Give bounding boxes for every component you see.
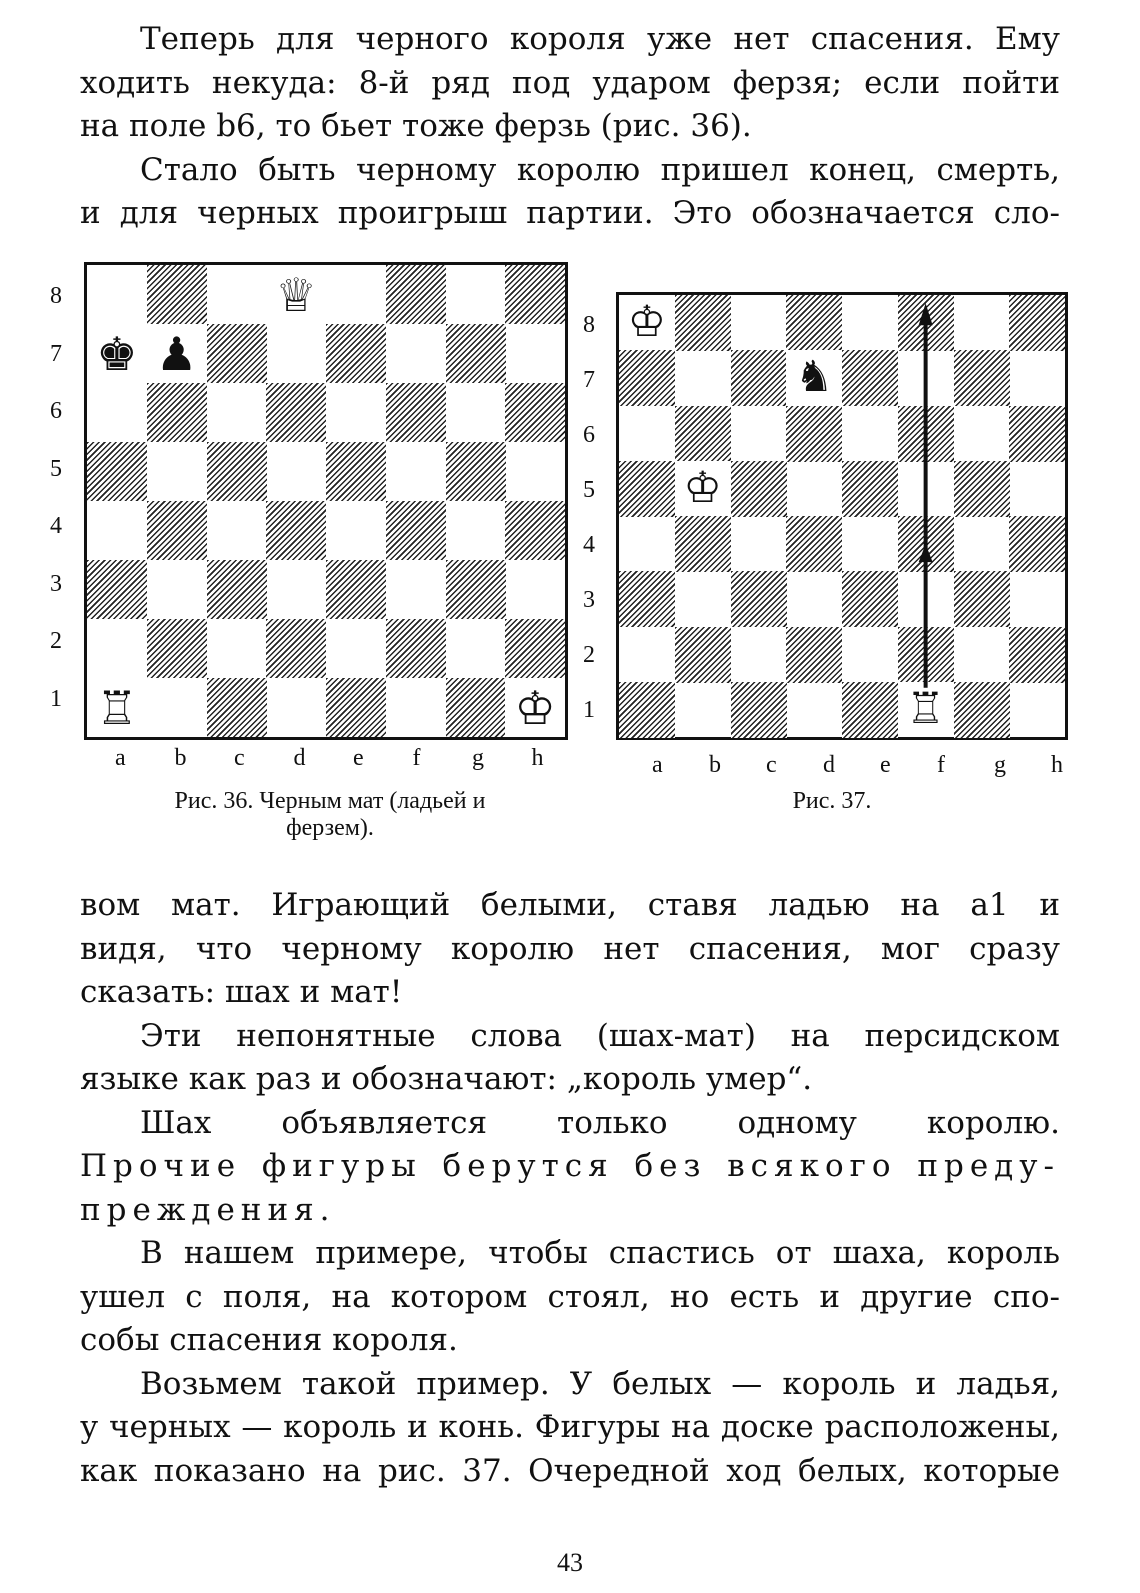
file-label: g — [472, 745, 484, 771]
file-label: h — [531, 745, 544, 771]
board-square — [326, 560, 386, 619]
board-square — [505, 442, 565, 501]
board-square — [505, 501, 565, 560]
board-square — [386, 324, 446, 383]
board-square — [207, 383, 267, 442]
board-square — [446, 442, 506, 501]
board-square — [207, 265, 267, 324]
file-label: g — [994, 752, 1006, 778]
top-paragraph — [80, 18, 1060, 236]
board-square — [326, 501, 386, 560]
text-line: и для черных проигрыш партии. Это обозначается сло- — [80, 195, 1060, 231]
text-line: сказать: шах и мат! — [80, 974, 403, 1010]
board-square — [87, 442, 147, 501]
board-square — [326, 619, 386, 678]
rank-label: 1 — [50, 685, 62, 712]
black-knight-piece: ♞ — [786, 350, 842, 405]
board-square — [446, 619, 506, 678]
board-square — [266, 501, 326, 560]
board-square — [386, 501, 446, 560]
file-label: f — [412, 745, 421, 771]
text-line: видя, что черному королю нет спасения, мог сразу — [80, 930, 1060, 967]
figure-37-caption: Рис. 37. — [792, 788, 872, 814]
file-label: e — [880, 752, 891, 778]
board-square — [446, 560, 506, 619]
arrow-midhead — [919, 544, 933, 562]
board-square — [326, 678, 386, 737]
text-line: Возьмем такой пример. У белых — король и ладья, — [140, 1365, 1060, 1402]
text-line: вом мат. Играющий белыми, ставя ладью на a1 и — [80, 887, 1060, 923]
file-label: c — [766, 752, 777, 778]
board-square — [505, 383, 565, 442]
file-label: h — [1051, 752, 1063, 778]
board-square — [87, 619, 147, 678]
rank-label: 3 — [583, 587, 595, 613]
board-square — [207, 324, 267, 383]
arrow-head — [919, 303, 933, 325]
board-square — [147, 265, 207, 324]
text-line: Теперь для черного короля уже нет спасения. Ему — [140, 21, 1060, 57]
board-square — [207, 560, 267, 619]
board-square — [266, 560, 326, 619]
board-square — [266, 383, 326, 442]
board-square — [505, 560, 565, 619]
move-arrow — [619, 295, 1065, 737]
rank-label: 2 — [50, 628, 62, 654]
board-square — [87, 383, 147, 442]
rank-label: 6 — [583, 422, 595, 448]
board-square — [446, 383, 506, 442]
board-square — [446, 324, 506, 383]
file-label: a — [115, 745, 126, 771]
rank-label: 2 — [583, 642, 595, 668]
text-line: ходить некуда: 8-й ряд под ударом ферзя; если пойти — [80, 64, 1060, 101]
text-line: Стало быть черному королю пришел конец, смерть, — [140, 151, 1060, 188]
white-queen-piece: ♕ — [266, 265, 326, 324]
white-king-piece: ♔ — [505, 678, 565, 737]
board-square — [266, 442, 326, 501]
board-square — [386, 678, 446, 737]
text-line: языке как раз и обозначают: „король умер“. — [80, 1061, 813, 1097]
board-square — [147, 442, 207, 501]
white-king-piece: ♔ — [619, 295, 675, 350]
rank-label: 7 — [583, 367, 595, 393]
white-rook-piece: ♖ — [87, 678, 147, 737]
board-square — [505, 265, 565, 324]
chessboard-fig37 — [616, 292, 1068, 740]
rank-label: 3 — [50, 570, 62, 597]
file-label: a — [652, 752, 663, 778]
rank-label: 5 — [583, 477, 595, 503]
rank-label: 4 — [583, 532, 595, 558]
rank-label: 5 — [50, 455, 62, 482]
white-king-piece: ♔ — [675, 461, 731, 516]
chessboard-fig36 — [84, 262, 568, 740]
rank-label: 7 — [50, 340, 62, 367]
text-line: ушел с поля, на котором стоял, но есть и другие спо- — [80, 1278, 1060, 1315]
rank-label: 4 — [50, 513, 62, 539]
file-label: c — [234, 745, 245, 771]
text-line: как показано на рис. 37. Очередной ход белых, которые — [80, 1452, 1060, 1489]
text-line: собы спасения короля. — [80, 1322, 458, 1358]
board-square — [326, 383, 386, 442]
board-square — [446, 265, 506, 324]
board-square — [266, 678, 326, 737]
board-square — [386, 442, 446, 501]
text-line: Шах объявляется только одному королю. — [140, 1104, 1060, 1141]
board-square — [87, 501, 147, 560]
text-line: на поле b6, то бьет тоже ферзь (рис. 36). — [80, 108, 752, 144]
board-square — [147, 560, 207, 619]
board-square — [147, 501, 207, 560]
board-square — [147, 619, 207, 678]
board-square — [446, 501, 506, 560]
figure-36-caption — [80, 788, 580, 842]
black-king-piece: ♚ — [87, 324, 147, 383]
board-square — [386, 560, 446, 619]
text-line: Эти непонятные слова (шах-мат) на персидском — [140, 1017, 1060, 1054]
black-pawn-piece: ♟ — [147, 324, 207, 383]
board-square — [266, 324, 326, 383]
board-square — [87, 560, 147, 619]
rank-label: 1 — [583, 697, 595, 723]
board-square — [207, 678, 267, 737]
rank-label: 8 — [583, 312, 595, 338]
text-line: у черных — король и конь. Фигуры на доске расположены, — [80, 1409, 1060, 1445]
board-square — [266, 619, 326, 678]
board-square — [386, 383, 446, 442]
board-square — [207, 501, 267, 560]
file-label: b — [174, 745, 187, 771]
file-label: f — [937, 752, 945, 778]
bottom-paragraph — [80, 884, 1060, 1493]
caption-line: Рис. 36. Черным мат (ладьей и — [174, 788, 486, 814]
board-square — [147, 678, 207, 737]
board-square — [207, 442, 267, 501]
page-number: 43 — [557, 1548, 583, 1577]
board-square — [386, 619, 446, 678]
caption-line: ферзем). — [286, 815, 374, 841]
board-square — [505, 324, 565, 383]
white-rook-piece: ♖ — [898, 682, 954, 737]
board-square — [207, 619, 267, 678]
text-line: преждения. — [80, 1191, 336, 1228]
board-square — [505, 619, 565, 678]
text-line: Прочие фигуры берутся без всякого преду- — [80, 1148, 1060, 1184]
text-line: В нашем примере, чтобы спастись от шаха, король — [140, 1235, 1060, 1271]
file-label: e — [353, 745, 364, 771]
file-label: d — [823, 752, 835, 778]
board-square — [326, 442, 386, 501]
board-square — [147, 383, 207, 442]
board-square — [446, 678, 506, 737]
board-square — [87, 265, 147, 324]
rank-label: 8 — [50, 283, 62, 309]
file-label: b — [709, 752, 721, 778]
board-square — [386, 265, 446, 324]
board-square — [326, 324, 386, 383]
rank-label: 6 — [50, 398, 62, 424]
board-square — [326, 265, 386, 324]
file-label: d — [293, 745, 306, 771]
